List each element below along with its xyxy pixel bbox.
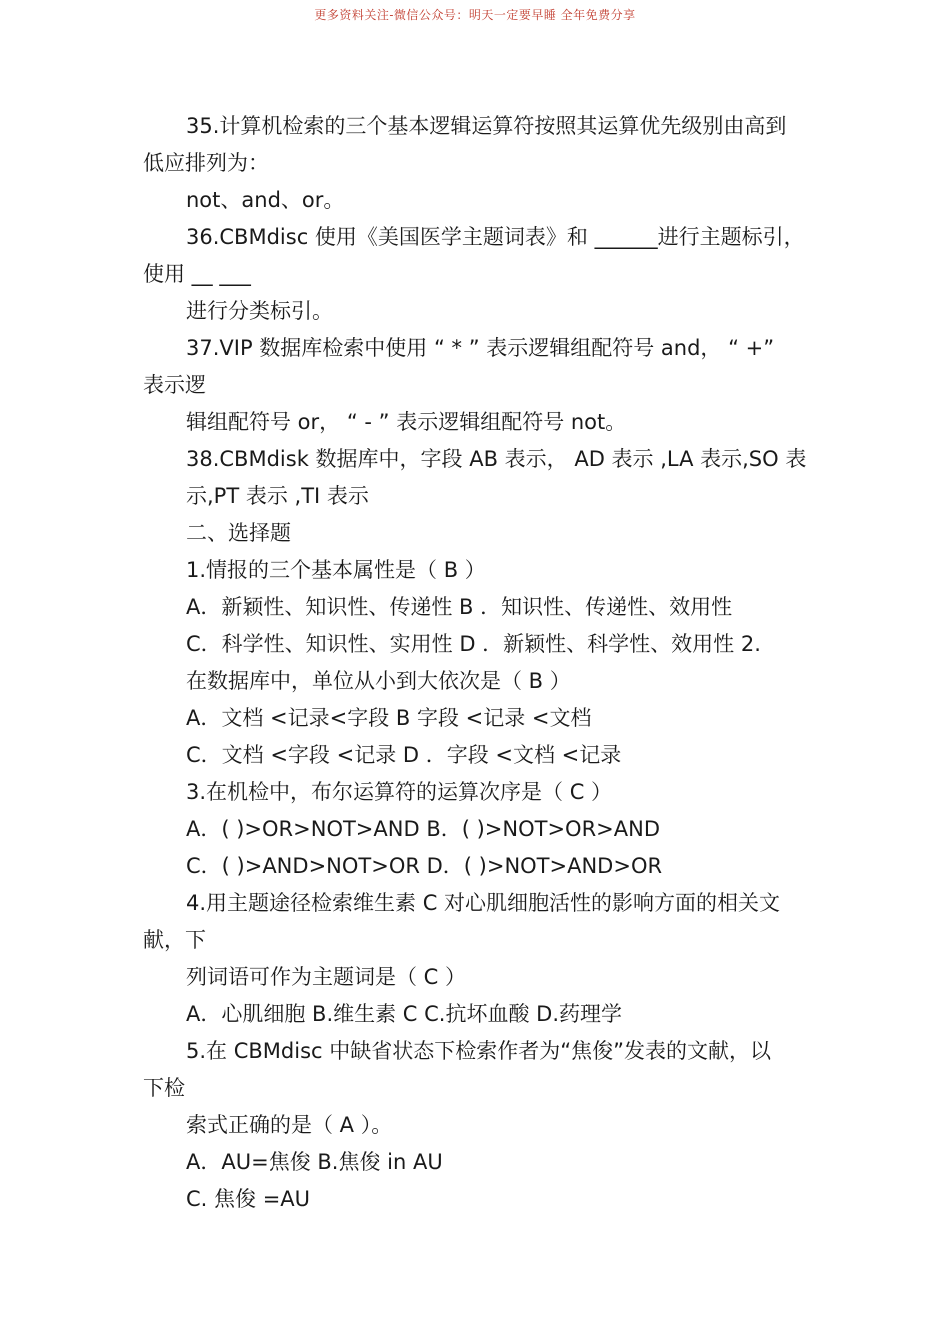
text-line: 辑组配符号 or， “ - ” 表示逻辑组配符号 not。 — [186, 410, 627, 434]
answer-options: C. 焦俊 =AU — [186, 1187, 311, 1211]
answer-options: A．( )>OR>NOT>AND B．( )>NOT>OR>AND — [186, 817, 661, 841]
document-body — [143, 108, 823, 1218]
text-line: 进行分类标引。 — [186, 299, 333, 323]
text-line: 示,PT 表示 ,TI 表示 — [186, 484, 369, 508]
text-line: not、and、or。 — [186, 188, 345, 212]
header-note: 更多资料关注-微信公众号：明天一定要早睡 全年免费分享 — [314, 8, 636, 22]
text-line: 低应排列为： — [143, 151, 269, 175]
question: 在数据库中，单位从小到大依次是（ B ） — [186, 669, 571, 693]
question: 索式正确的是（ A ）。 — [186, 1113, 393, 1137]
answer-options: A．心肌细胞 B.维生素 C C.抗坏血酸 D.药理学 — [186, 1002, 622, 1026]
question: 3.在机检中，布尔运算符的运算次序是（ C ） — [186, 780, 613, 804]
question: 列词语可作为主题词是（ C ） — [186, 965, 467, 989]
text-line: 36.CBMdisc 使用《美国医学主题词表》和 ______进行主题标引， — [186, 225, 805, 249]
text-line: 38.CBMdisk 数据库中，字段 AB 表示， AD 表示 ,LA 表示,SO 表 — [186, 447, 807, 471]
text-line: 37.VIP 数据库检索中使用 “ * ” 表示逻辑组配符号 and， “ +” — [186, 336, 775, 360]
answer-options: C．( )>AND>NOT>OR D．( )>NOT>AND>OR — [186, 854, 663, 878]
question: 5.在 CBMdisc 中缺省状态下检索作者为“焦俊”发表的文献，以 — [186, 1039, 771, 1063]
text-line: 使用 __ ___ — [143, 262, 251, 286]
answer-options: A．文档 <记录<字段 B 字段 <记录 <文档 — [186, 706, 592, 730]
answer-options: C．文档 <字段 <记录 D ．字段 <文档 <记录 — [186, 743, 622, 767]
question: 4.用主题途径检索维生素 C 对心肌细胞活性的影响方面的相关文 — [186, 891, 781, 915]
question: 1.情报的三个基本属性是（ B ） — [186, 558, 486, 582]
question: 献，下 — [143, 928, 206, 952]
section-heading: 二、选择题 — [186, 521, 291, 545]
answer-options: A．AU=焦俊 B.焦俊 in AU — [186, 1150, 443, 1174]
answer-options: A．新颖性、知识性、传递性 B ．知识性、传递性、效用性 — [186, 595, 733, 619]
text-line: 表示逻 — [143, 373, 206, 397]
question: 下检 — [143, 1076, 185, 1100]
answer-options: C．科学性、知识性、实用性 D ．新颖性、科学性、效用性 2. — [186, 632, 761, 656]
text-line: 35.计算机检索的三个基本逻辑运算符按照其运算优先级别由高到 — [186, 114, 787, 138]
